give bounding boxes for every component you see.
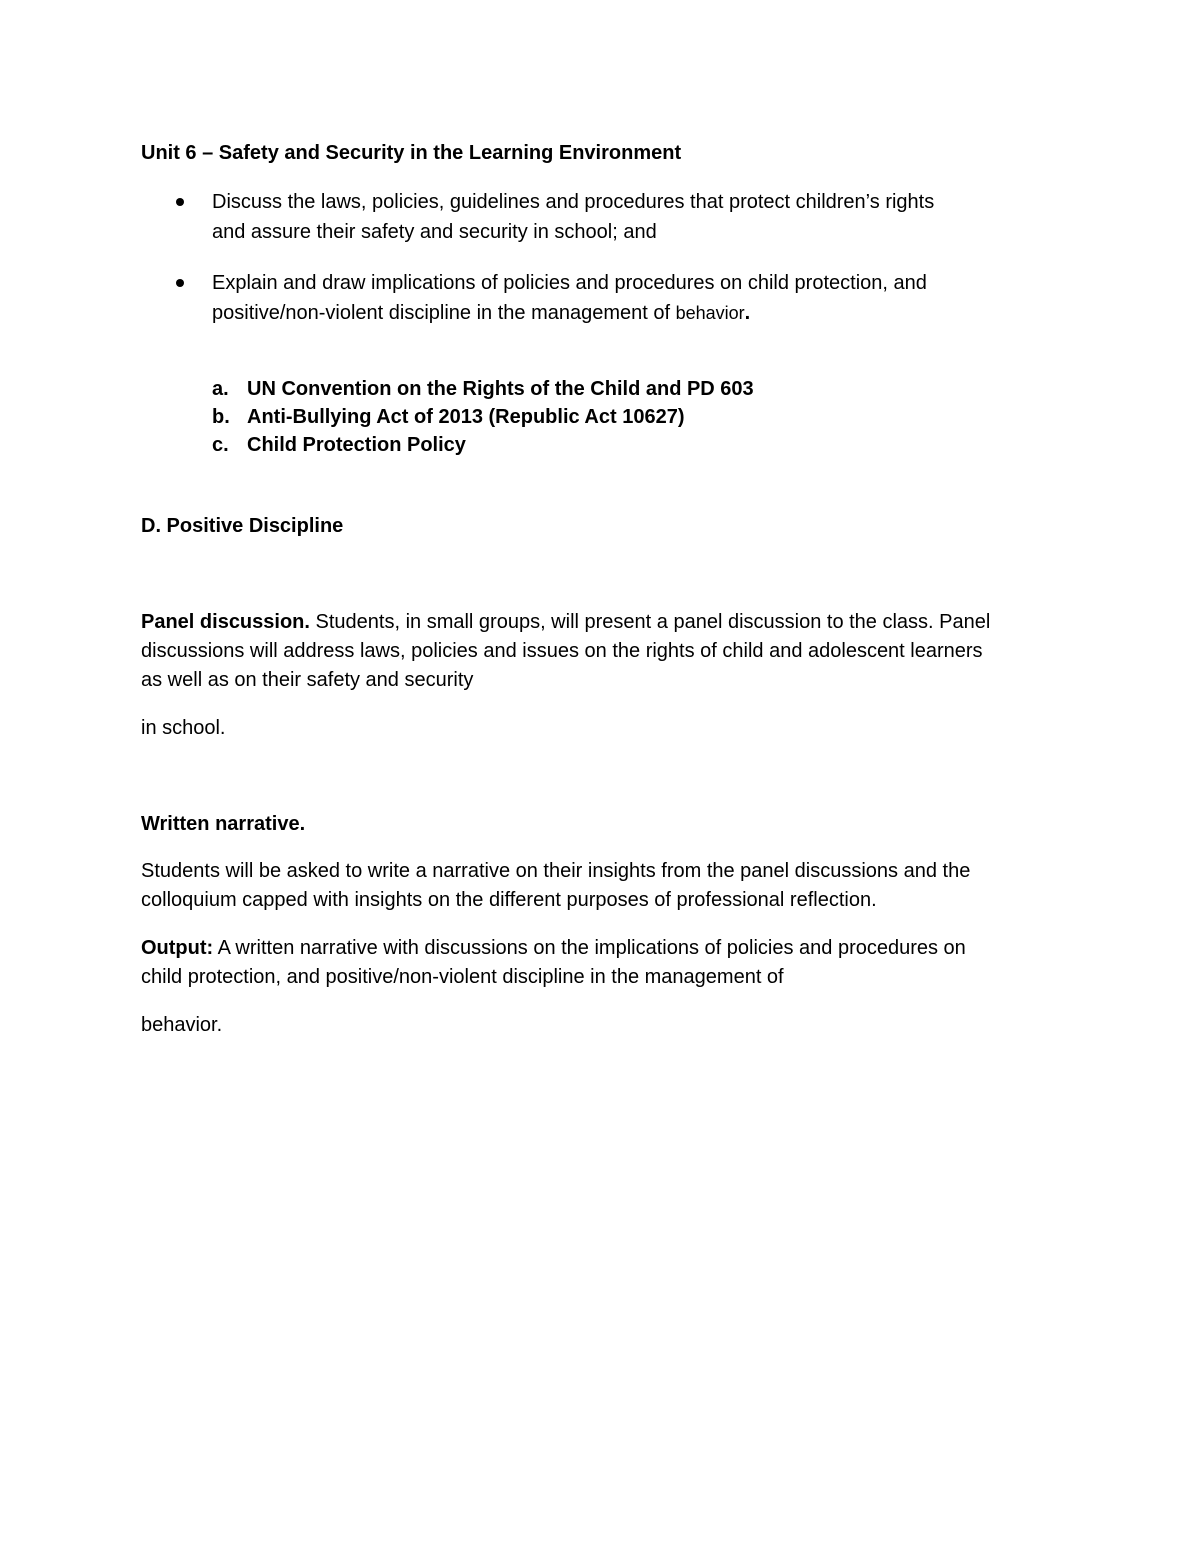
unit-title: Unit 6 – Safety and Security in the Learning Environment xyxy=(141,142,682,164)
panel-line-2: discussions will address laws, policies and issues on the rights of child and adolescent learners xyxy=(141,640,983,662)
objective-2-line-1: Explain and draw implications of policies and procedures on child protection, and xyxy=(212,272,927,294)
topic-c-text: Child Protection Policy xyxy=(247,434,466,456)
output-line-2: child protection, and positive/non-violent discipline in the management of xyxy=(141,966,784,988)
section-d-heading: D. Positive Discipline xyxy=(141,515,344,537)
objective-2-behavior-word: behavior xyxy=(675,303,745,323)
output-label: Output: xyxy=(141,937,214,959)
objective-2-period: . xyxy=(744,302,751,324)
objective-1-line-1: Discuss the laws, policies, guidelines and procedures that protect children’s rights xyxy=(212,191,935,213)
topic-a-text: UN Convention on the Rights of the Child and PD 603 xyxy=(247,378,754,400)
topic-c-letter: c. xyxy=(212,434,229,456)
narrative-line-1: Students will be asked to write a narrative on their insights from the panel discussions and the xyxy=(141,860,971,882)
topic-b-text: Anti-Bullying Act of 2013 (Republic Act 10627) xyxy=(247,406,685,428)
panel-line-4: in school. xyxy=(141,717,226,739)
panel-line-1 xyxy=(141,608,1071,637)
narrative-line-2: colloquium capped with insights on the different purposes of professional reflection. xyxy=(141,889,877,911)
bullet-icon xyxy=(176,198,184,206)
objective-1-line-2: and assure their safety and security in school; and xyxy=(212,221,657,243)
bullet-icon xyxy=(176,279,184,287)
panel-discussion-paragraph xyxy=(141,608,1071,695)
topic-a-letter: a. xyxy=(212,378,229,400)
topic-b-letter: b. xyxy=(212,406,230,428)
output-line-1 xyxy=(141,934,1071,963)
output-line-1-text: A written narrative with discussions on the implications of policies and procedures on xyxy=(213,937,966,959)
objective-2-line-2-text: positive/non-violent discipline in the management of xyxy=(212,302,676,324)
narrative-heading: Written narrative. xyxy=(141,813,306,835)
output-line-3: behavior. xyxy=(141,1014,223,1036)
panel-line-3: as well as on their safety and security xyxy=(141,669,474,691)
panel-line-1-text: Students, in small groups, will present a panel discussion to the class. Panel xyxy=(309,611,991,633)
narrative-paragraph xyxy=(141,857,1071,915)
output-paragraph xyxy=(141,934,1071,992)
objective-2-line-2 xyxy=(212,298,750,328)
panel-label: Panel discussion. xyxy=(141,611,310,633)
